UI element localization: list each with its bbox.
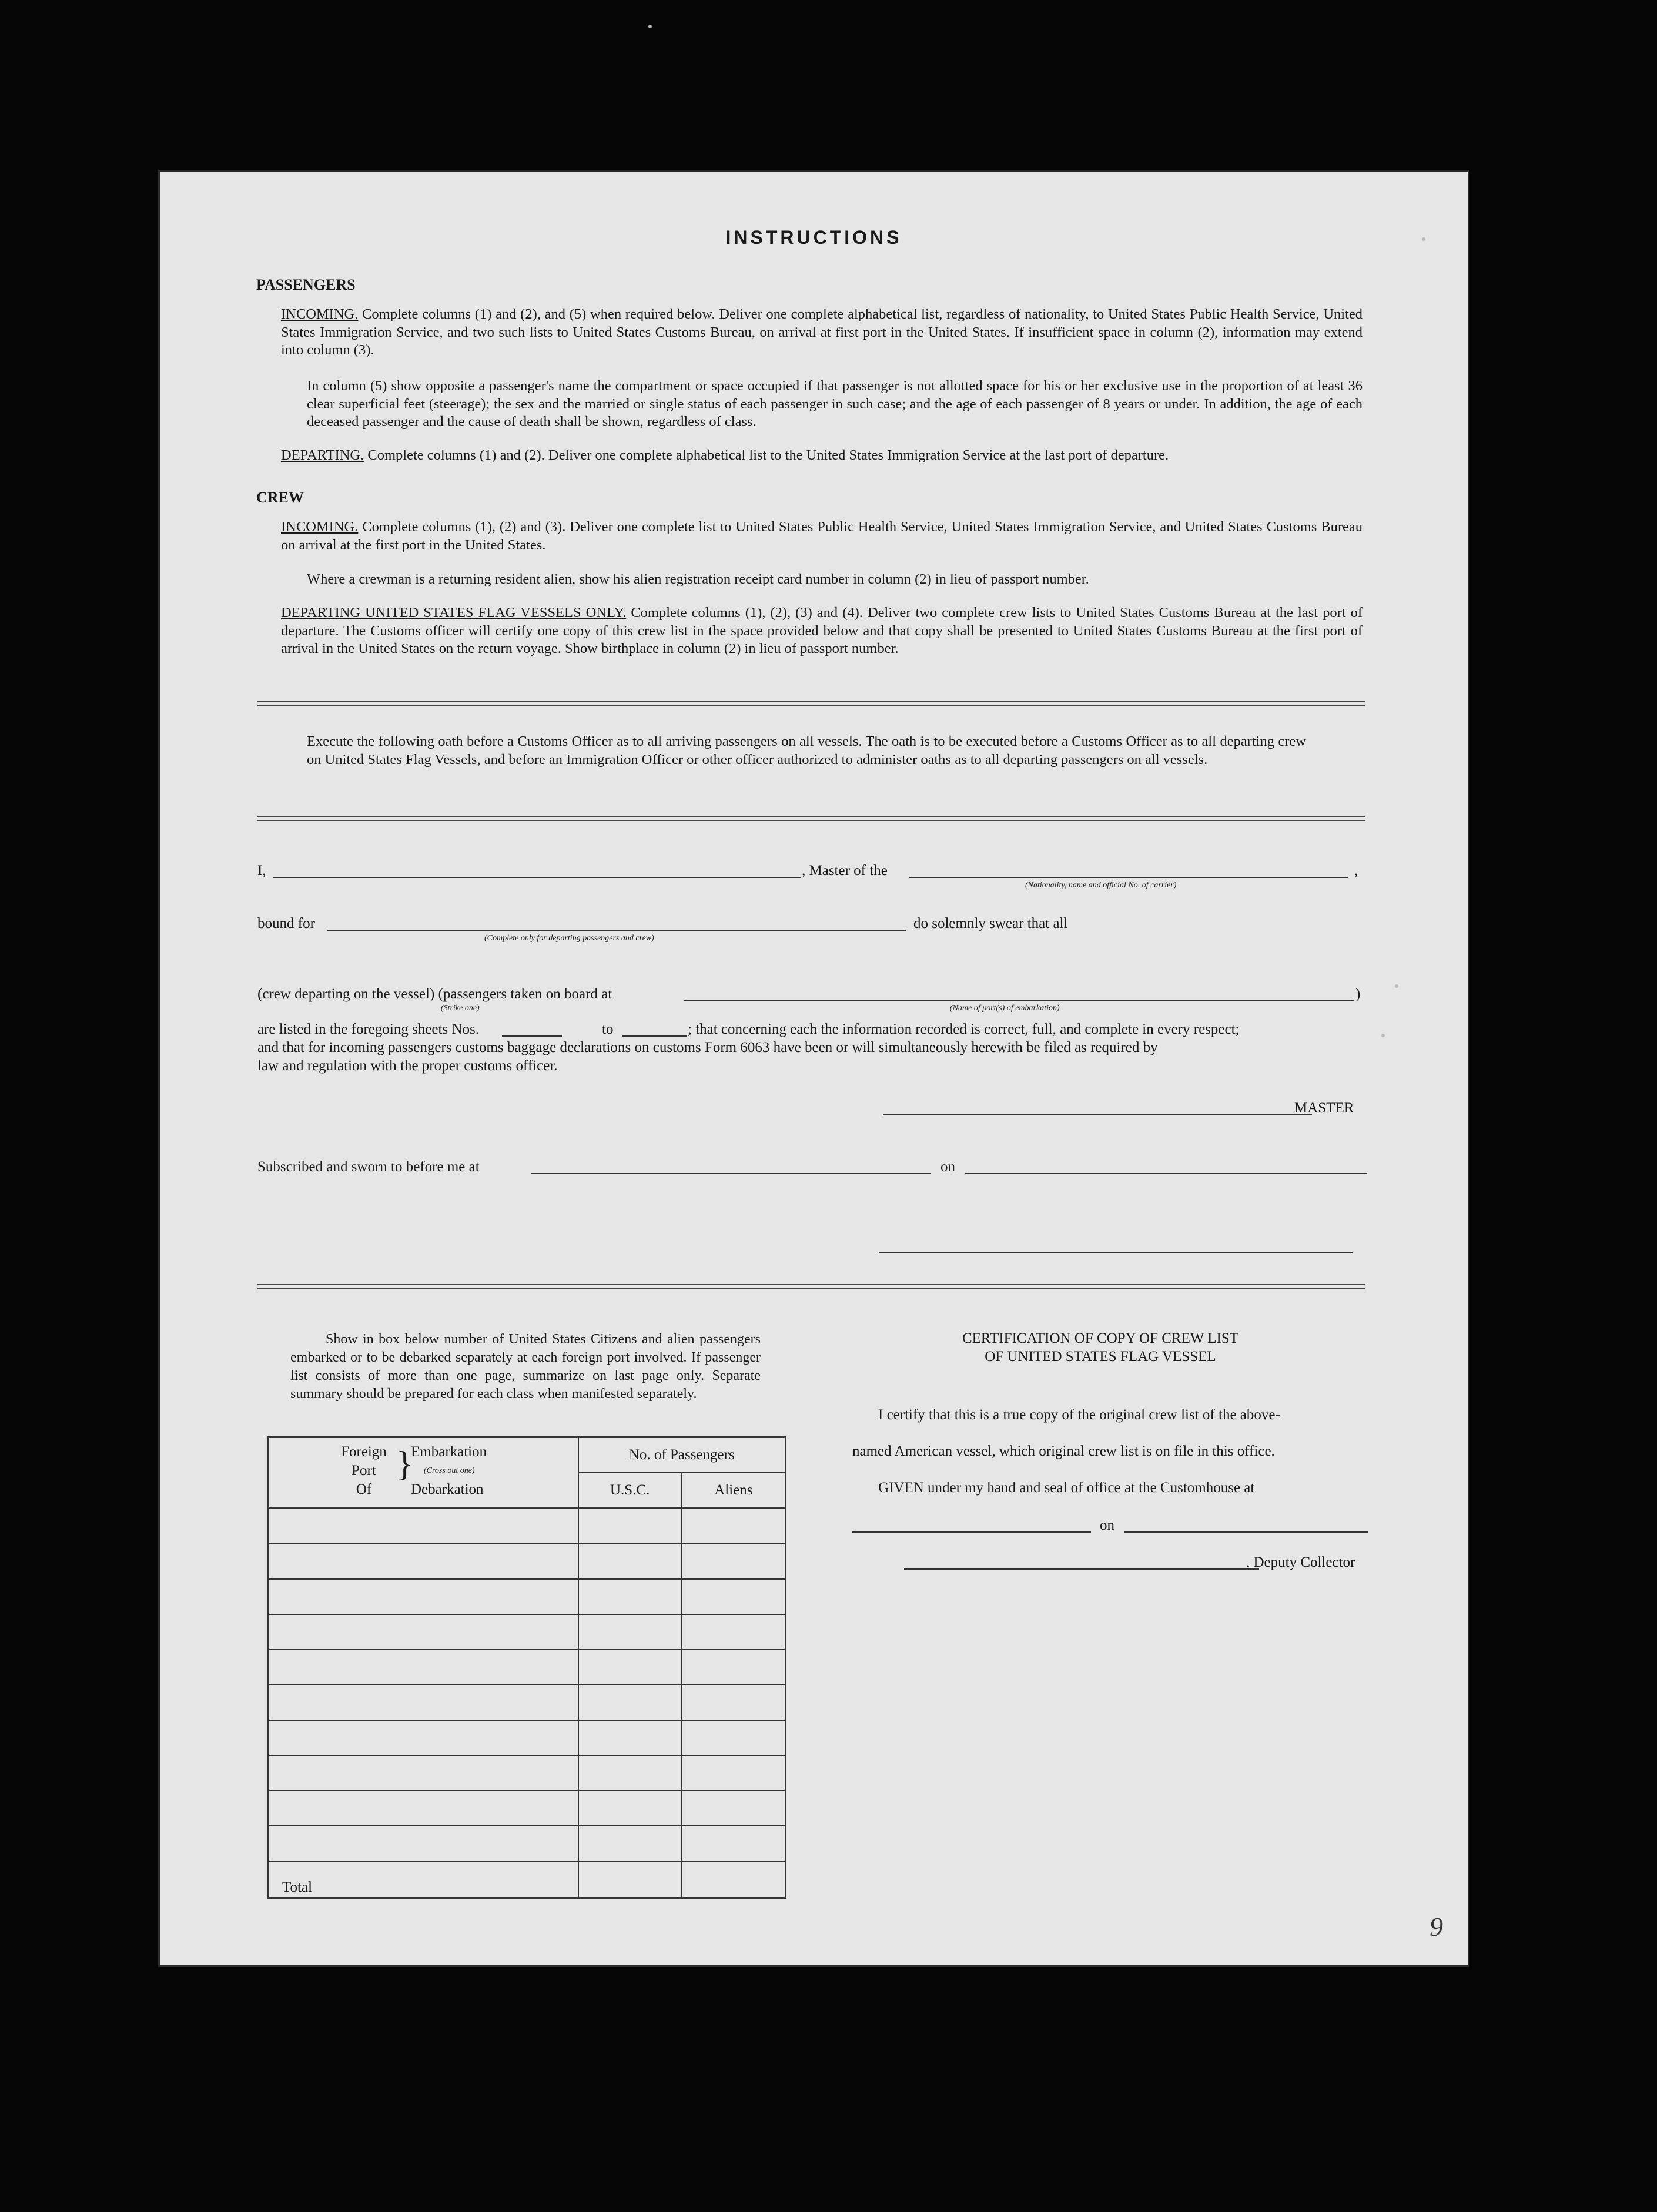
table-row [269, 1579, 786, 1614]
certification-heading-2: OF UNITED STATES FLAG VESSEL [985, 1349, 1216, 1365]
to-label: to [602, 1021, 614, 1037]
aliens-cell[interactable] [682, 1755, 786, 1791]
usc-cell[interactable] [578, 1544, 682, 1579]
brace-icon: } [396, 1444, 413, 1483]
sheets-label: are listed in the foregoing sheets Nos. [257, 1021, 479, 1037]
oath-text-3: law and regulation with the proper customs officer. [257, 1058, 558, 1074]
crew-incoming-text: Complete columns (1), (2) and (3). Deliver one complete list to United States Public Health Service, United States Immigration Service, and United States Customs Bureau on arrival at the first port in the United States. [281, 519, 1363, 553]
table-row [269, 1614, 786, 1650]
page-title: INSTRUCTIONS [725, 227, 902, 248]
carrier-field[interactable] [909, 877, 1348, 878]
passengers-incoming-label: INCOMING. [281, 306, 359, 322]
master-of-label: , Master of the [802, 863, 888, 879]
deputy-collector-signature-field[interactable] [904, 1568, 1259, 1570]
speck [1381, 1034, 1385, 1037]
certification-on-label: on [1100, 1517, 1114, 1533]
oath-i-label: I, [257, 863, 266, 879]
crew-resident-paragraph: Where a crewman is a returning resident alien, show his alien registration receipt card number in column (2) in lieu of passport number. [307, 571, 1089, 587]
table-header-row [269, 1437, 786, 1473]
aliens-cell[interactable] [682, 1650, 786, 1685]
divider [257, 701, 1365, 706]
passengers-incoming-text: Complete columns (1) and (2), and (5) when required below. Deliver one complete alphabetical list, regardless of nationality, to United States Public Health Service, United States Immigration Service, and two such lists to United States Customs Bureau, on arrival at first port in the United States. If insufficient space in column (2), information may extend into column (3). [281, 306, 1363, 358]
sheet-from-field[interactable] [502, 1035, 562, 1037]
total-aliens-cell[interactable] [682, 1861, 786, 1898]
port-cell[interactable] [269, 1509, 578, 1544]
officer-signature-field[interactable] [879, 1252, 1353, 1253]
aliens-cell[interactable] [682, 1685, 786, 1720]
speck [1395, 984, 1398, 988]
aliens-cell[interactable] [682, 1826, 786, 1861]
aliens-cell[interactable] [682, 1720, 786, 1755]
certification-line-3: GIVEN under my hand and seal of office at the Customhouse at [878, 1480, 1255, 1496]
table-row [269, 1650, 786, 1685]
strike-one-caption: (Strike one) [441, 1004, 480, 1013]
usc-header: U.S.C. [578, 1473, 682, 1509]
debarkation-label: Debarkation [411, 1482, 484, 1497]
table-row [269, 1685, 786, 1720]
certification-date-field[interactable] [1124, 1531, 1368, 1533]
summary-instructions: Show in box below number of United States Citizens and alien passengers embarked or to be debarked separately at each foreign port involved. If passenger list consists of more than one page, summarize on last page only. Separate summary should be prepared for each class when manifested separately. [290, 1332, 761, 1402]
usc-cell[interactable] [578, 1650, 682, 1685]
port-header-cell [269, 1437, 578, 1509]
table-row [269, 1720, 786, 1755]
port-cell[interactable] [269, 1579, 578, 1614]
usc-cell[interactable] [578, 1826, 682, 1861]
no-of-passengers-header: No. of Passengers [578, 1437, 786, 1473]
aliens-cell[interactable] [682, 1509, 786, 1544]
crew-departing-paragraph [281, 604, 1363, 658]
usc-cell[interactable] [578, 1791, 682, 1826]
aliens-header: Aliens [682, 1473, 786, 1509]
total-row [269, 1861, 786, 1898]
oath-text-2: and that for incoming passengers customs baggage declarations on customs Form 6063 have been or will simultaneously herewith be filed as required by [257, 1040, 1158, 1055]
certification-line-1: I certify that this is a true copy of the original crew list of the above- [878, 1407, 1280, 1423]
document-page [160, 172, 1468, 1965]
master-name-field[interactable] [273, 877, 801, 878]
oath-instructions: Execute the following oath before a Customs Officer as to all arriving passengers on all vessels. The oath is to be executed before a Customs Officer as to all departing crew on United States Flag Vessels, and before an Immigration Officer or other officer authorized to administer oaths as to all departing passengers on all vessels. [307, 733, 1306, 768]
on-label: on [940, 1159, 955, 1175]
close-paren: ) [1355, 986, 1361, 1002]
customhouse-place-field[interactable] [852, 1531, 1091, 1533]
speck [648, 25, 652, 28]
usc-cell[interactable] [578, 1685, 682, 1720]
complete-only-caption: (Complete only for departing passengers and crew) [484, 934, 654, 943]
port-cell[interactable] [269, 1614, 578, 1650]
ports-field[interactable] [684, 1000, 1354, 1001]
usc-cell[interactable] [578, 1509, 682, 1544]
port-cell[interactable] [269, 1720, 578, 1755]
crew-incoming-paragraph [281, 518, 1363, 554]
comma: , [1354, 863, 1358, 879]
passengers-heading: PASSENGERS [256, 276, 356, 293]
table-row [269, 1826, 786, 1861]
port-cell[interactable] [269, 1755, 578, 1791]
subscribed-label: Subscribed and sworn to before me at [257, 1159, 480, 1175]
passengers-departing-paragraph [281, 447, 1363, 465]
port-cell[interactable] [269, 1826, 578, 1861]
crew-heading: CREW [256, 489, 304, 506]
master-label: MASTER [1294, 1100, 1354, 1116]
total-label: Total [269, 1861, 578, 1898]
table-row [269, 1509, 786, 1544]
table-row [269, 1544, 786, 1579]
crew-departing-label: (crew departing on the vessel) (passengers taken on board at [257, 986, 612, 1002]
aliens-cell[interactable] [682, 1791, 786, 1826]
margin-mark: 9 [1430, 1912, 1443, 1942]
sworn-date-field[interactable] [965, 1173, 1367, 1174]
nationality-caption: (Nationality, name and official No. of carrier) [1025, 881, 1177, 890]
table-row [269, 1791, 786, 1826]
sheet-to-field[interactable] [622, 1035, 687, 1037]
bound-for-label: bound for [257, 916, 315, 931]
speck [1422, 237, 1425, 241]
swear-label: do solemnly swear that all [913, 916, 1068, 931]
aliens-cell[interactable] [682, 1544, 786, 1579]
port-cell[interactable] [269, 1650, 578, 1685]
divider [257, 1284, 1365, 1289]
passengers-incoming-paragraph [281, 306, 1363, 360]
port-cell[interactable] [269, 1544, 578, 1579]
foreign-label: Foreign [341, 1444, 387, 1460]
table-row [269, 1755, 786, 1791]
cross-out-caption: (Cross out one) [424, 1466, 475, 1475]
oath-text-1: ; that concerning each the information recorded is correct, full, and complete in every respect; [688, 1021, 1240, 1037]
master-signature-field[interactable] [883, 1114, 1312, 1115]
ports-caption: (Name of port(s) of embarkation) [950, 1004, 1060, 1013]
certification-line-2: named American vessel, which original crew list is on file in this office. [852, 1443, 1275, 1459]
of-label: Of [356, 1482, 372, 1497]
passengers-departing-label: DEPARTING. [281, 447, 364, 463]
total-usc-cell[interactable] [578, 1861, 682, 1898]
passengers-column5-paragraph: In column (5) show opposite a passenger's name the compartment or space occupied if that passenger is not allotted space for his or her exclusive use in the proportion of at least 36 clear superficial feet (steerage); the sex and the married or single status of each passenger in such case; and the age of each passenger of 8 years or under. In addition, the age of each deceased passenger and the cause of death shall be shown, regardless of class. [307, 378, 1363, 430]
usc-cell[interactable] [578, 1614, 682, 1650]
passenger-summary-table [267, 1436, 786, 1899]
passengers-departing-text: Complete columns (1) and (2). Deliver one complete alphabetical list to the United States Immigration Service at the last port of departure. [367, 447, 1169, 463]
divider [257, 816, 1365, 821]
usc-cell[interactable] [578, 1755, 682, 1791]
usc-cell[interactable] [578, 1720, 682, 1755]
usc-cell[interactable] [578, 1579, 682, 1614]
aliens-cell[interactable] [682, 1579, 786, 1614]
certification-heading-1: CERTIFICATION OF COPY OF CREW LIST [962, 1330, 1239, 1346]
sworn-place-field[interactable] [531, 1173, 931, 1174]
crew-departing-text: Complete columns (1), (2), (3) and (4). Deliver two complete crew lists to United States Customs Bureau at the last port of departure. The Customs officer will certify one copy of this crew list in the space provided below and that copy shall be presented to United States Customs Bureau at the first port of arrival in the United States on the return voyage. Show birthplace in column (2) in lieu of passport number. [281, 605, 1363, 656]
crew-departing-label: DEPARTING UNITED STATES FLAG VESSELS ONLY. [281, 605, 627, 621]
port-cell[interactable] [269, 1685, 578, 1720]
bound-for-field[interactable] [327, 930, 906, 931]
port-label: Port [352, 1463, 376, 1479]
crew-incoming-label: INCOMING. [281, 519, 359, 535]
embarkation-label: Embarkation [411, 1444, 487, 1460]
deputy-collector-label: , Deputy Collector [1246, 1554, 1355, 1570]
port-cell[interactable] [269, 1791, 578, 1826]
aliens-cell[interactable] [682, 1614, 786, 1650]
